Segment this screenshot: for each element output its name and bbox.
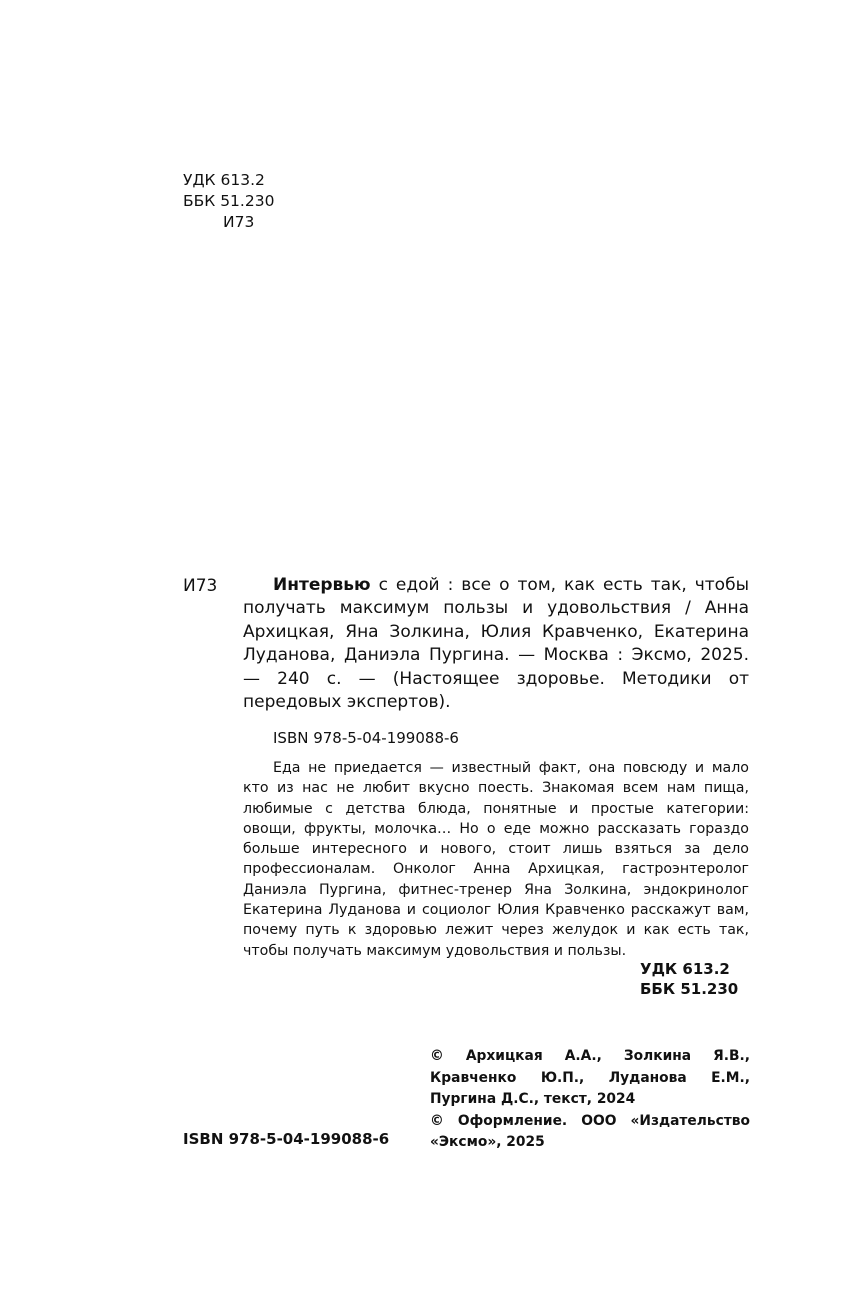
- isbn-bottom: ISBN 978-5-04-199088-6: [183, 1130, 390, 1148]
- copyright-block: [430, 1046, 750, 1154]
- bbk-code: ББК 51.230: [183, 192, 275, 210]
- bbk-code-bottom: ББК 51.230: [640, 980, 739, 998]
- bibliographic-record: [243, 574, 749, 714]
- udk-code: УДК 613.2: [183, 171, 265, 189]
- copyright-design: © Оформление. ООО «Издательство «Эксмо», 2025: [430, 1112, 750, 1150]
- book-title: Интервью: [273, 575, 371, 595]
- udk-code-bottom: УДК 613.2: [640, 960, 730, 978]
- bibliographic-description: с едой : все о том, как есть так, чтобы получать максимум пользы и удовольствия / Анна Архицкая, Яна Золкина, Юлия Кравченко, Екатерина Луданова, Даниэла Пургина. — Москва : Эксмо, 2025. — 240 с. — (Настоящее здоровье. Методики от передовых экспертов).: [243, 575, 749, 713]
- copyright-text: © Архицкая А.А., Золкина Я.В., Кравченко Ю.П., Луданова Е.М., Пургина Д.С., текст, 2024: [430, 1048, 750, 1107]
- bottom-classification-codes: [640, 959, 748, 999]
- author-mark-top: И73: [223, 213, 255, 231]
- top-classification-codes: [183, 170, 274, 233]
- author-mark: И73: [183, 576, 218, 596]
- annotation: Еда не приедается — известный факт, она повсюду и мало кто из нас не любит вкусно поесть. Знакомая всем нам пища, любимые с детства блюда, понятные и простые категории: овощи, фрукты, молочка… Но о еде можно рассказать гораздо больше интересного и нового, стоит лишь взяться за дело профессионалам. Онколог Анна Архицкая, гастроэнтеролог Даниэла Пургина, фитнес-тренер Яна Золкина, эндокринолог Екатерина Луданова и социолог Юлия Кравченко расскажут вам, почему путь к здоровью лежит через желудок и как есть так, чтобы получать максимум удовольствия и пользы.: [243, 760, 749, 959]
- isbn-line: ISBN 978-5-04-199088-6: [273, 729, 459, 747]
